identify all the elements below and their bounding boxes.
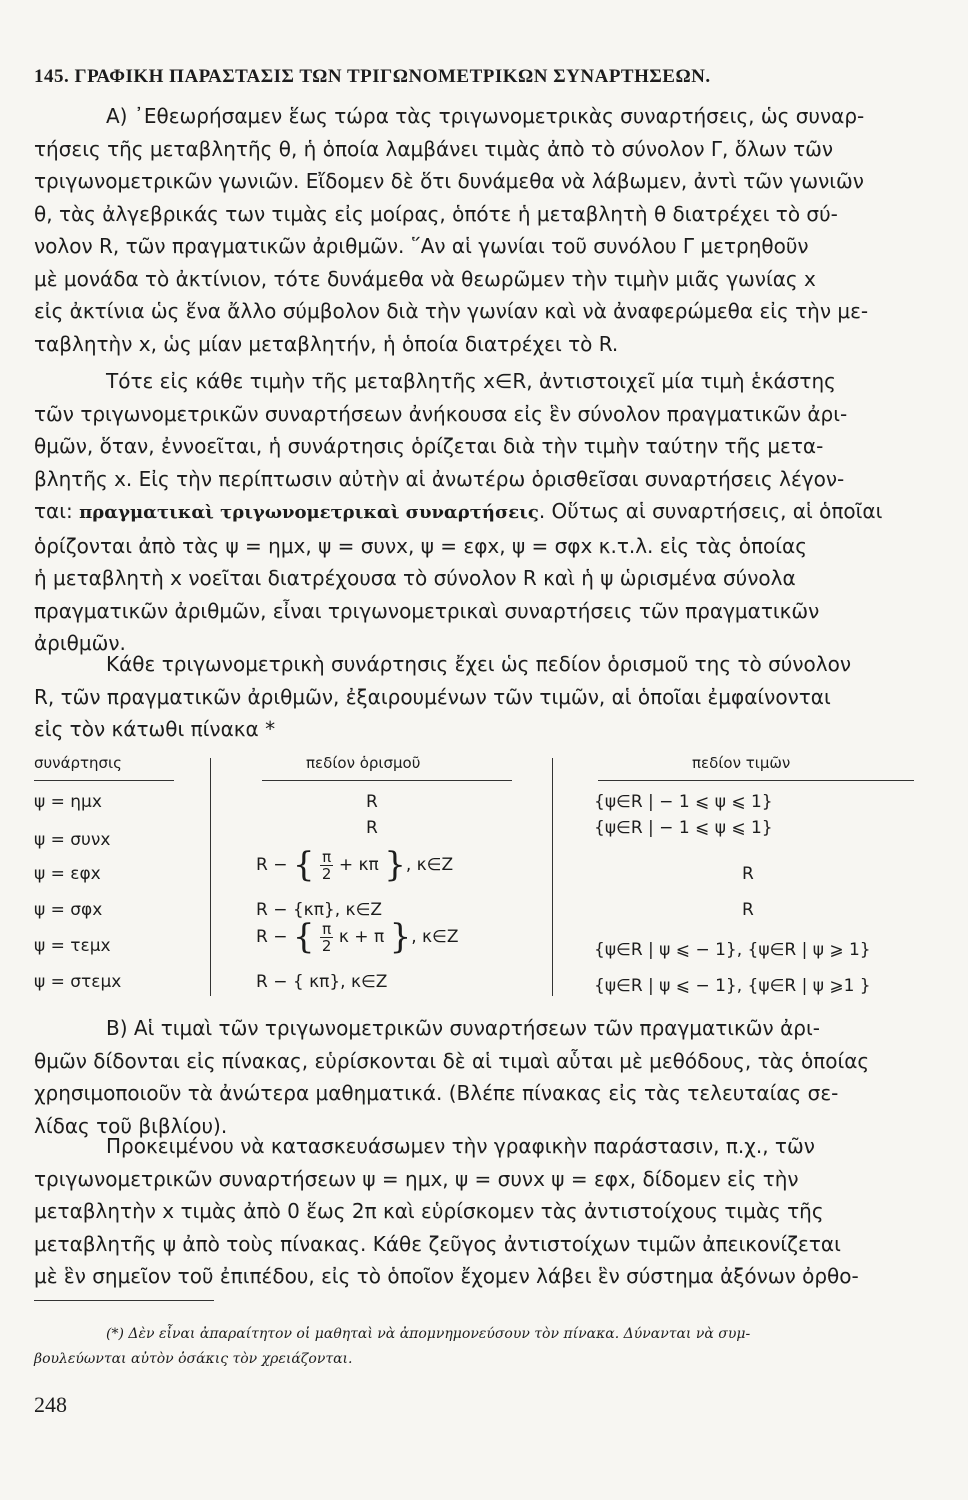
text-line: λίδας τοῦ βιβλίου).: [34, 1113, 228, 1138]
text-line: τῶν τριγωνομετρικῶν συναρτήσεων ἀνήκουσα εἰς ἓν σύνολον πραγματικῶν ἀρι-: [34, 401, 848, 426]
text-line: νολον R, τῶν πραγματικῶν ἀριθμῶν. ῞Αν αἱ γωνίαι τοῦ συνόλου Γ μετρηθοῦν: [34, 234, 809, 258]
footnote-line: βουλεύωνται αὐτὸν ὁσάκις τὸν χρειάζονται.: [34, 1351, 353, 1367]
table-row-function: ψ = συνx: [34, 830, 111, 850]
text-line: Β) Αἱ τιμαὶ τῶν τριγωνομετρικῶν συναρτήσεων τῶν πραγματικῶν ἀρι-: [106, 1016, 820, 1040]
text-line: μὲ ἓν σημεῖον τοῦ ἐπιπέδου, εἰς τὸ ὁποῖον ἔχομεν λάβει ἓν σύστημα ἀξόνων ὀρθο-: [34, 1264, 859, 1288]
table-row-domain: R: [366, 792, 378, 812]
column-divider: [210, 758, 211, 996]
text-line: θ, τὰς ἀλγεβρικάς των τιμὰς εἰς μοίρας, ὁπότε ἡ μεταβλητὴ θ διατρέχει τὸ σύ-: [34, 201, 838, 226]
table-header-range: πεδίον τιμῶν: [692, 754, 791, 772]
table-row-function: ψ = στεμx: [34, 972, 122, 992]
text-line: εἰς ἀκτίνια ὡς ἕνα ἄλλο σύμβολον διὰ τὴν γωνίαν καὶ νὰ ἀναφερώμεθα εἰς τὴν με-: [34, 299, 869, 323]
text-line: θμῶν δίδονται εἰς πίνακας, εὑρίσκονται δὲ αἱ τιμαὶ αὗται μὲ μεθόδους, τὰς ὁποίας: [34, 1048, 870, 1073]
table-row-range: {ψ∈R | − 1 ⩽ ψ ⩽ 1}: [594, 792, 773, 812]
text-line: τριγωνομετρικῶν συναρτήσεων ψ = ημx, ψ = συνx ψ = εφx, δίδομεν εἰς τὴν: [34, 1166, 799, 1191]
header-underline: [34, 780, 174, 781]
table-row-function: ψ = εφx: [34, 864, 101, 884]
text-fragment: ται:: [34, 499, 80, 523]
table-row-function: ψ = σφx: [34, 900, 103, 920]
table-row-domain: R − { $\frac{\pi}{2}$ + κπ }, κ∈Z: [256, 845, 454, 885]
text-line: τήσεις τῆς μεταβλητῆς θ, ἡ ὁποία λαμβάνει τιμὰς ἀπὸ τὸ σύνολον Γ, ὅλων τῶν: [34, 136, 834, 161]
page-number: 248: [34, 1392, 67, 1417]
text-line: Κάθε τριγωνομετρικὴ συνάρτησις ἔχει ὡς πεδίον ὁρισμοῦ της τὸ σύνολον: [106, 652, 851, 676]
text-line: Α) ᾿Εθεωρήσαμεν ἕως τώρα τὰς τριγωνομετρικὰς συναρτήσεις, ὡς συναρ-: [106, 104, 865, 128]
text-line: εἰς τὸν κάτωθι πίνακα *: [34, 717, 276, 741]
text-line: μεταβλητὴν x τιμὰς ἀπὸ 0 ἕως 2π καὶ εὑρίσκομεν τὰς ἀντιστοίχους τιμὰς τῆς: [34, 1199, 824, 1223]
paragraph-b: [34, 365, 906, 660]
paragraph-e: [34, 1130, 906, 1293]
table-row-range: {ψ∈R | ψ ⩽ − 1}, {ψ∈R | ψ ⩾ 1}: [594, 940, 871, 960]
footnote: [34, 1322, 914, 1372]
text-line: βλητῆς x. Εἰς τὴν περίπτωσιν αὐτὴν αἱ ἀνωτέρω ὁρισθεῖσαι συναρτήσεις λέγον-: [34, 466, 845, 491]
header-underline: [262, 780, 512, 781]
table-row-function: ψ = τεμx: [34, 936, 111, 956]
fraction: $\frac{\pi}{2}$: [321, 919, 332, 955]
text-line: Τότε εἰς κάθε τιμὴν τῆς μεταβλητῆς x∈R, ἀντιστοιχεῖ μία τιμὴ ἑκάστης: [106, 369, 836, 393]
text-line: χρησιμοποιοῦν τὰ ἀνώτερα μαθηματικά. (Βλέπε πίνακας εἰς τὰς τελευταίας σε-: [34, 1081, 839, 1105]
domain-range-table: [34, 752, 914, 1002]
text-line: ταβλητὴν x, ὡς μίαν μεταβλητήν, ἡ ὁποία διατρέχει τὸ R.: [34, 331, 619, 356]
table-row-domain: R − {κπ}, κ∈Z: [256, 900, 383, 920]
table-row-function: ψ = ημx: [34, 792, 102, 812]
table-row-range: {ψ∈R | − 1 ⩽ ψ ⩽ 1}: [594, 818, 773, 838]
paragraph-c: [34, 648, 906, 746]
paragraph-a: [34, 100, 906, 360]
section-heading: 145. ΓΡΑΦΙΚΗ ΠΑΡΑΣΤΑΣΙΣ ΤΩΝ ΤΡΙΓΩΝΟΜΕΤΡΙΚΩΝ ΣΥΝΑΡΤΗΣΕΩΝ.: [34, 66, 711, 87]
text-line: μεταβλητῆς ψ ἀπὸ τοὺς πίνακας. Κάθε ζεῦγος ἀντιστοίχων τιμῶν ἀπεικονίζεται: [34, 1231, 841, 1256]
table-header-function: συνάρτησις: [34, 754, 122, 772]
column-divider: [552, 758, 553, 996]
table-row-range: R: [742, 900, 754, 920]
paragraph-d: [34, 1012, 906, 1142]
table-row-domain: R − { $\frac{\pi}{2}$ κ + π }, κ∈Z: [256, 917, 459, 957]
header-underline: [598, 780, 914, 781]
text-line: θμῶν, ὅταν, ἐννοεῖται, ἡ συνάρτησις ὁρίζεται διὰ τὴν τιμὴν ταύτην τῆς μετα-: [34, 434, 824, 458]
text-line: τριγωνομετρικῶν γωνιῶν. Εἴδομεν δὲ ὅτι δυνάμεθα νὰ λάβωμεν, ἀντὶ τῶν γωνιῶν: [34, 169, 864, 193]
bold-term: πραγματικαὶ τριγωνομετρικαὶ συναρτήσεις: [79, 502, 539, 523]
text-line: ὁρίζονται ἀπὸ τὰς ψ = ημx, ψ = συνx, ψ = εφx, ψ = σφx κ.τ.λ. εἰς τὰς ὁποίας: [34, 533, 807, 558]
text-line: πραγματικῶν ἀριθμῶν, εἶναι τριγωνομετρικαὶ συναρτήσεις τῶν πραγματικῶν: [34, 598, 820, 623]
text-line: ἀριθμῶν.: [34, 631, 126, 655]
text-line: μὲ μονάδα τὸ ἀκτίνιον, τότε δυνάμεθα νὰ θεωρῶμεν τὴν τιμὴν μιᾶς γωνίας x: [34, 266, 816, 291]
table-row-range: R: [742, 864, 754, 884]
text-fragment: . Οὕτως αἱ συναρτήσεις, αἱ ὁποῖαι: [538, 499, 883, 523]
table-row-domain: R: [366, 818, 378, 838]
table-header-domain: πεδίον ὁρισμοῦ: [306, 754, 421, 772]
text-line: Προκειμένου νὰ κατασκευάσωμεν τὴν γραφικὴν παράστασιν, π.χ., τῶν: [106, 1134, 815, 1158]
table-row-range: {ψ∈R | ψ ⩽ − 1}, {ψ∈R | ψ ⩾1 }: [594, 976, 871, 996]
footnote-line: (*) Δὲν εἶναι ἀπαραίτητον οἱ μαθηταὶ νὰ ἀπομνημονεύσουν τὸν πίνακα. Δύνανται νὰ συμ-: [106, 1326, 751, 1342]
text-line: ἡ μεταβλητὴ x νοεῖται διατρέχουσα τὸ σύνολον R καὶ ἡ ψ ὡρισμένα σύνολα: [34, 566, 796, 590]
footnote-divider: [34, 1300, 214, 1301]
table-row-domain: R − { κπ}, κ∈Z: [256, 972, 388, 992]
text-line: R, τῶν πραγματικῶν ἀριθμῶν, ἐξαιρουμένων τῶν τιμῶν, αἱ ὁποῖαι ἐμφαίνονται: [34, 684, 831, 709]
fraction: $\frac{\pi}{2}$: [321, 847, 332, 883]
